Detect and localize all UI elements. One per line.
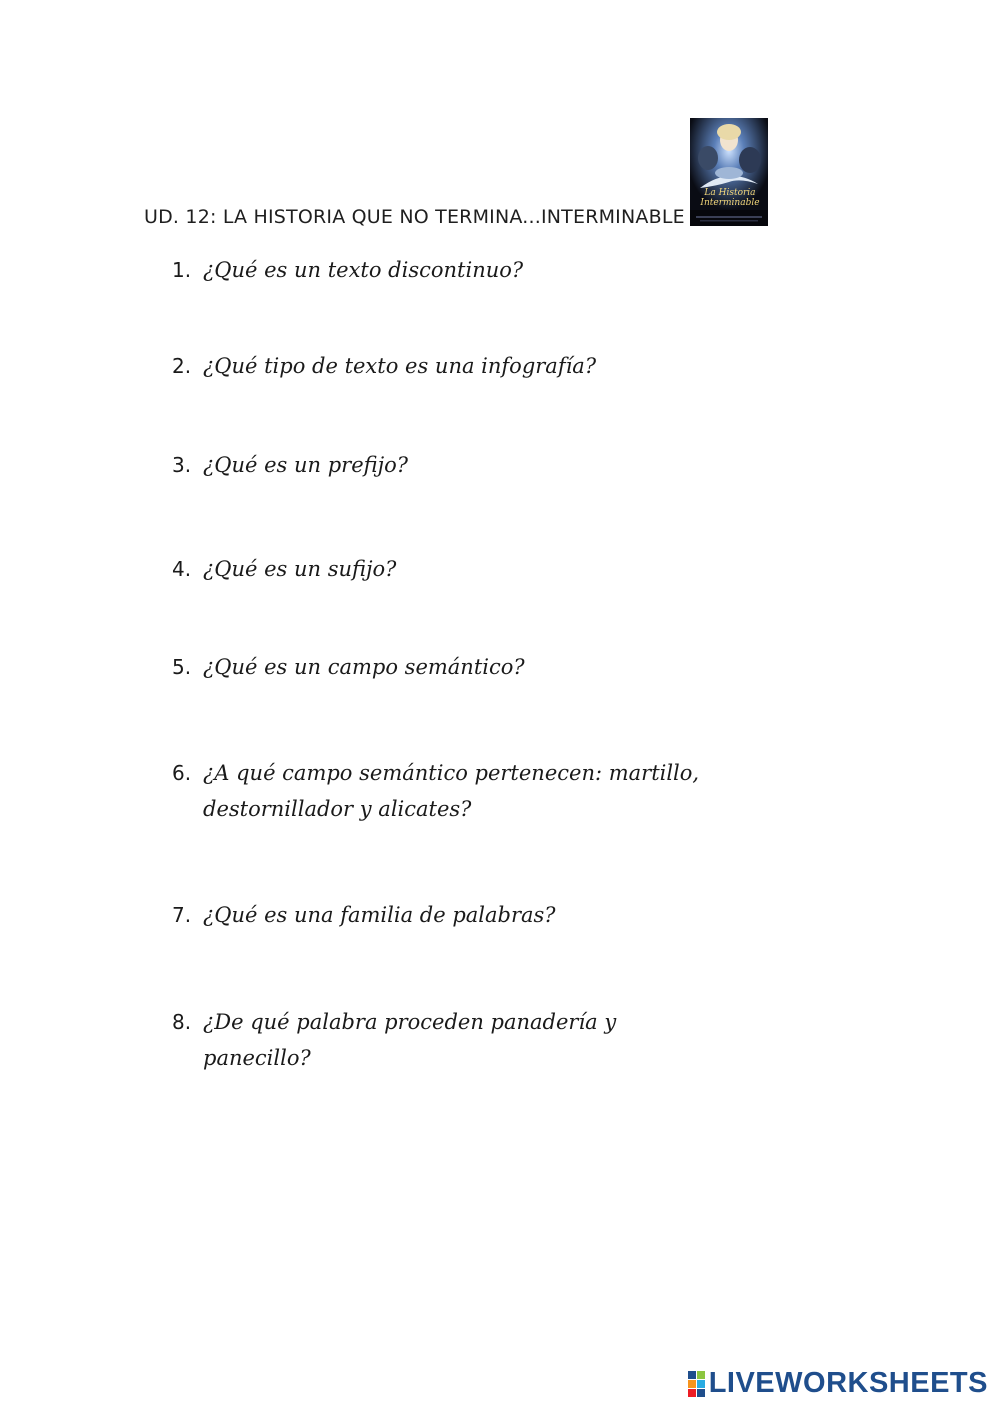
question-text: ¿Qué es un prefijo? bbox=[203, 453, 409, 477]
question-item bbox=[172, 551, 812, 587]
question-text: ¿Qué tipo de texto es una infografía? bbox=[203, 354, 597, 378]
question-text: ¿Qué es una familia de palabras? bbox=[203, 903, 556, 927]
question-text: ¿A qué campo semántico pertenecen: martillo, destornillador y alicates? bbox=[203, 761, 700, 821]
question-item bbox=[172, 1004, 812, 1076]
question-item bbox=[172, 348, 812, 384]
question-number: 8. bbox=[172, 1010, 192, 1034]
question-number: 6. bbox=[172, 761, 192, 785]
question-number: 2. bbox=[172, 354, 192, 378]
question-number: 5. bbox=[172, 655, 192, 679]
question-item bbox=[172, 447, 812, 483]
question-number: 3. bbox=[172, 453, 192, 477]
movie-poster-image bbox=[690, 118, 768, 226]
poster-title-line2: Interminable bbox=[700, 198, 760, 208]
liveworksheets-logo[interactable] bbox=[688, 1367, 988, 1400]
question-number: 7. bbox=[172, 903, 192, 927]
question-item bbox=[172, 252, 812, 288]
question-text: ¿Qué es un campo semántico? bbox=[203, 655, 525, 679]
question-text: ¿Qué es un texto discontinuo? bbox=[203, 258, 524, 282]
question-number: 4. bbox=[172, 557, 192, 581]
liveworksheets-logo-icon bbox=[688, 1371, 705, 1397]
question-item bbox=[172, 755, 812, 827]
question-item bbox=[172, 897, 812, 933]
question-number: 1. bbox=[172, 258, 192, 282]
page-title: UD. 12: LA HISTORIA QUE NO TERMINA...INTERMINABLE bbox=[144, 206, 685, 228]
question-text: ¿De qué palabra proceden panadería y panecillo? bbox=[203, 1010, 617, 1070]
liveworksheets-brand: LIVEWORKSHEETS bbox=[708, 1367, 988, 1399]
question-item bbox=[172, 649, 812, 685]
poster-title-line1: La Historia bbox=[704, 188, 756, 198]
question-text: ¿Qué es un sufijo? bbox=[203, 557, 397, 581]
